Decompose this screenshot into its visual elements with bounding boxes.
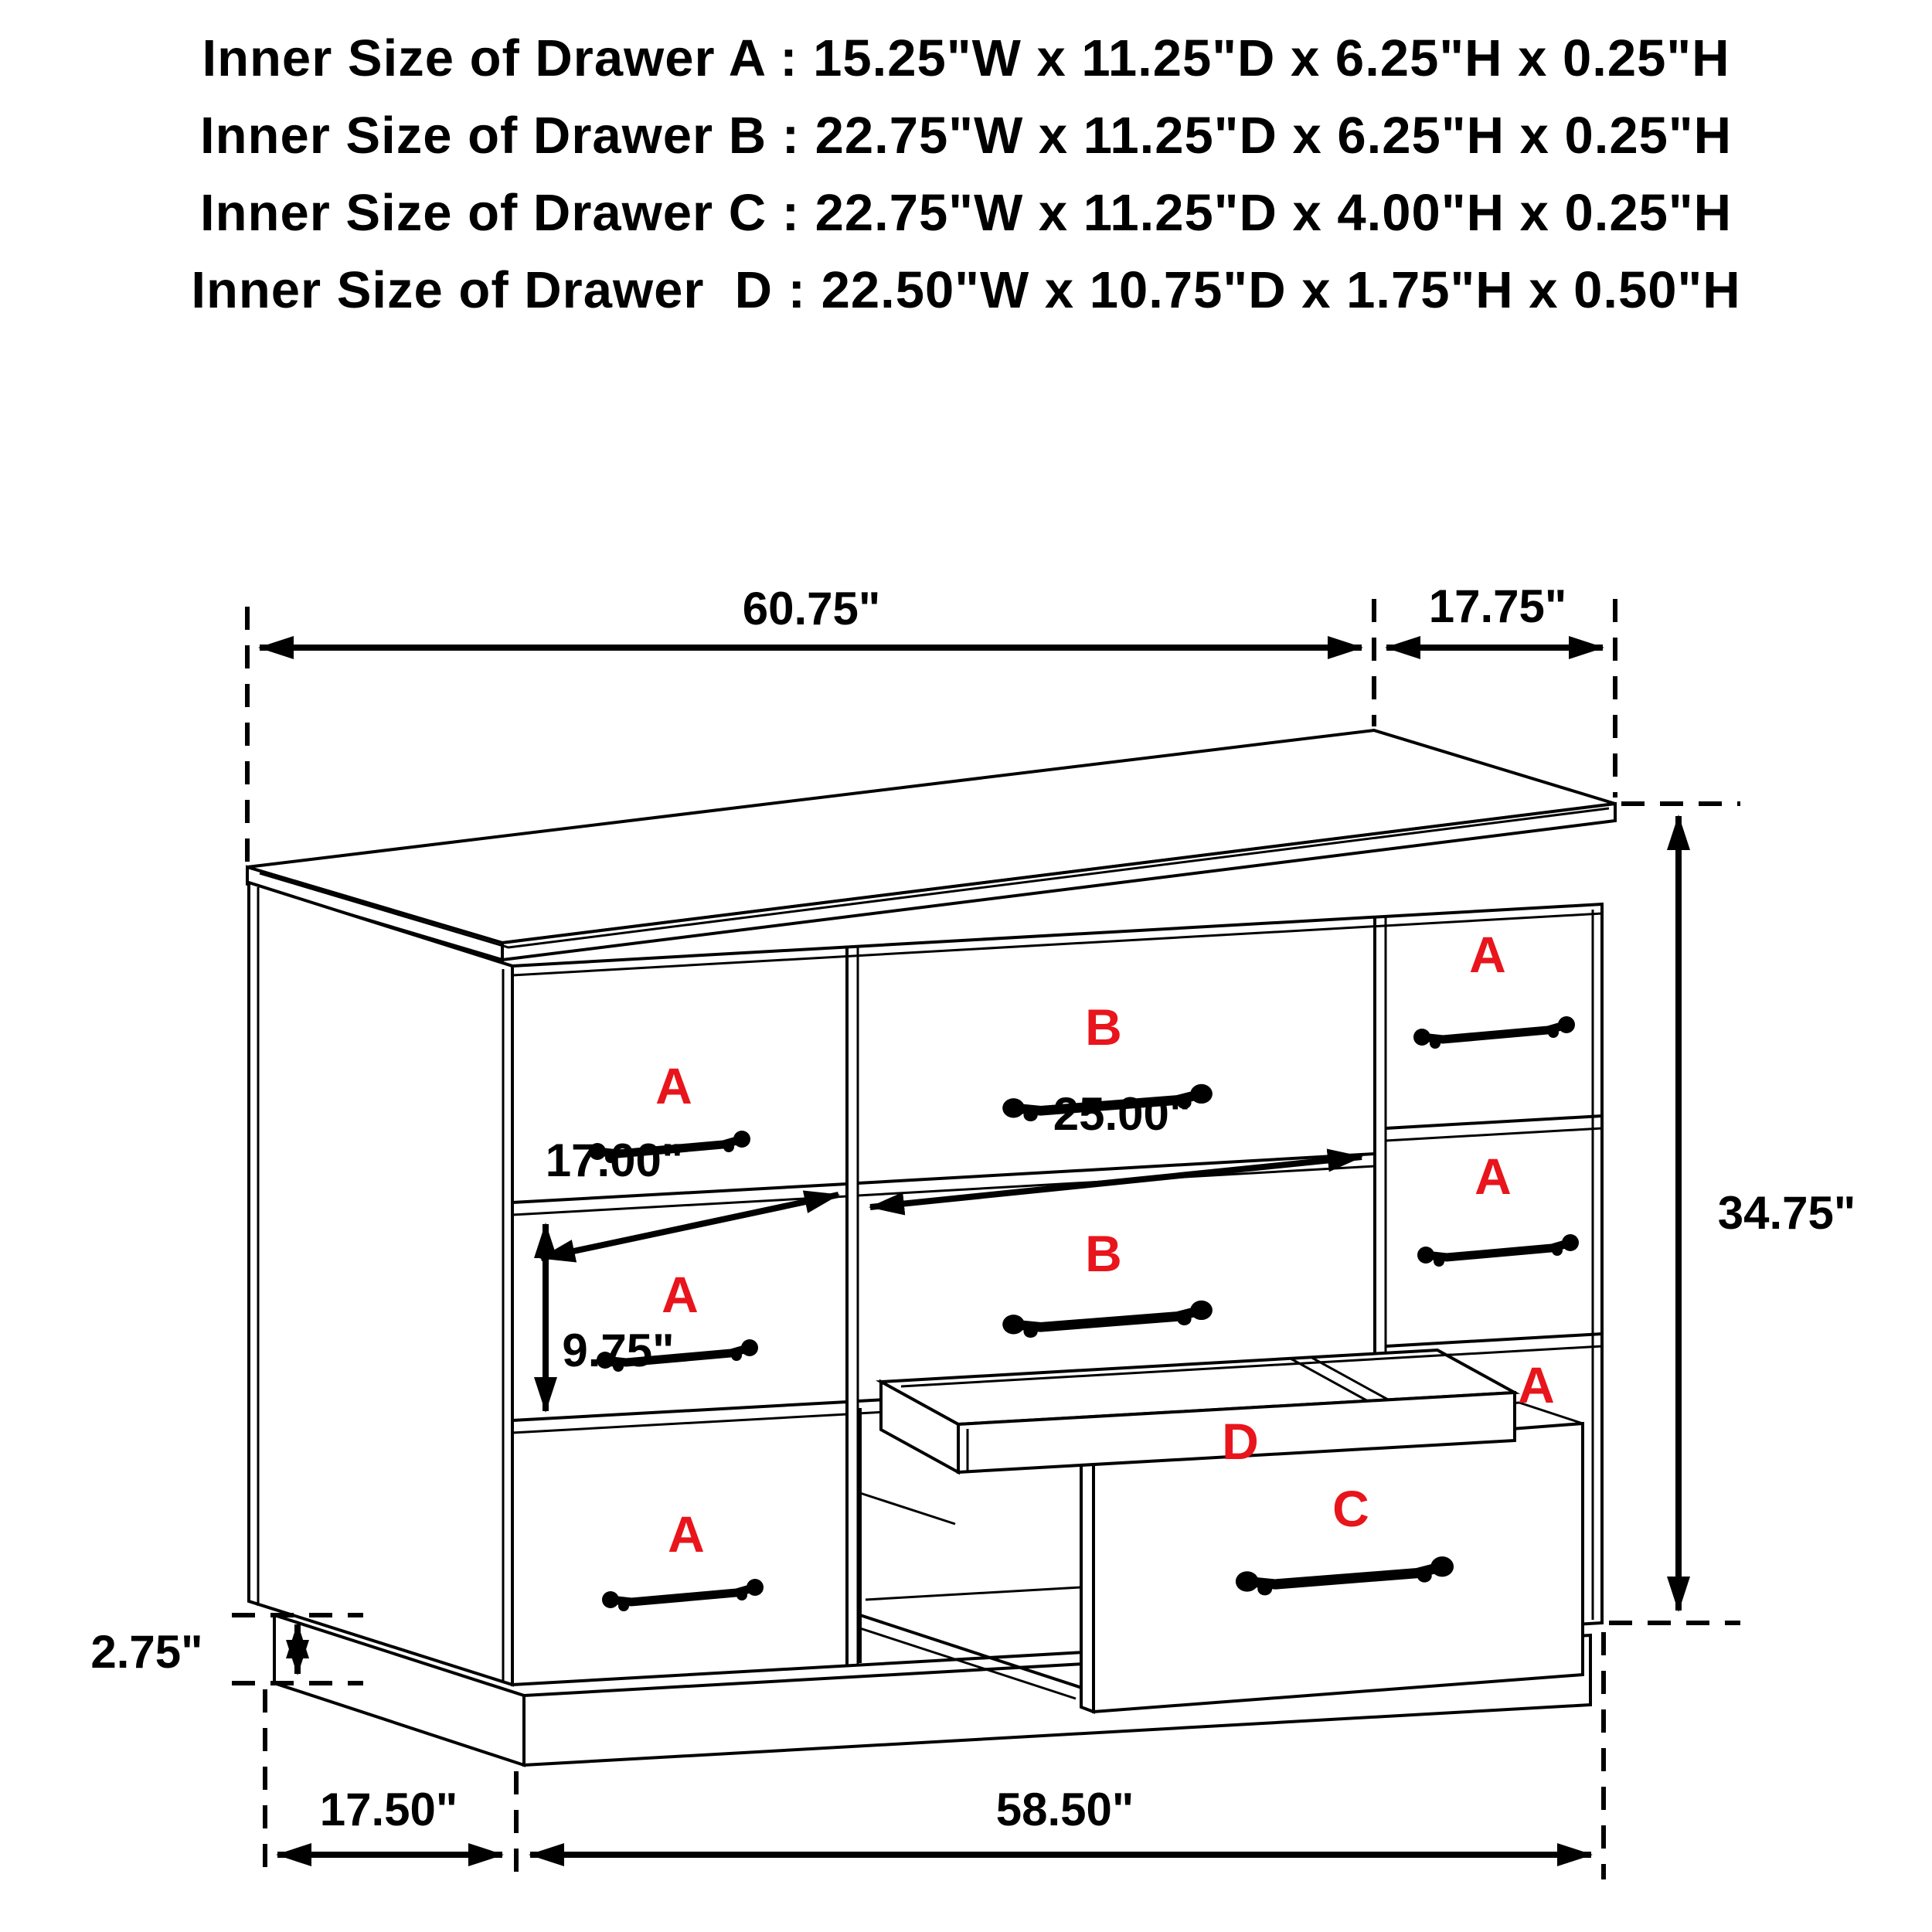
left-side-face [249,883,512,1685]
left-side-panel [249,883,512,1685]
drawer-label-a-left-2: A [662,1266,699,1323]
bottom-width-value: 58.50" [995,1784,1134,1835]
drawer-a-width-value: 17.00" [545,1134,684,1186]
drawer-a-height-value: 9.75" [562,1325,675,1376]
drawer-label-a-right-2: A [1475,1148,1512,1205]
dimension-overall-height [1609,804,1855,1623]
drawer-label-a-left-1: A [655,1057,692,1114]
overall-height-value: 34.75" [1717,1187,1856,1239]
drawer-c-left-side [1081,1456,1094,1712]
top-depth-value: 17.75" [1428,580,1567,632]
top-width-value: 60.75" [742,583,881,634]
drawer-label-b-1: B [1085,998,1122,1056]
drawer-a-size-line: Inner Size of Drawer A : 15.25"W x 11.25"D x 6.25"H x 0.25"H [202,29,1730,87]
drawer-label-c: C [1332,1480,1369,1537]
drawer-label-d: D [1222,1413,1259,1470]
drawer-label-b-2: B [1085,1225,1122,1282]
drawer-label-a-right-3: A [1518,1356,1555,1413]
drawer-b-width-value: 25.00" [1053,1088,1192,1140]
drawer-b-size-line: Inner Size of Drawer B : 22.75"W x 11.25"D x 6.25"H x 0.25"H [199,107,1733,165]
bottom-depth-value: 17.50" [319,1784,458,1835]
drawer-c-front-face [1094,1423,1583,1712]
drawer-label-a-right-1: A [1469,926,1506,983]
base-height-value: 2.75" [90,1626,203,1678]
drawer-d-size-line: Inner Size of Drawer D : 22.50"W x 10.75"D x 1.75"H x 0.50"H [191,261,1741,319]
drawer-c-size-line: Inner Size of Drawer C : 22.75"W x 11.25"D x 4.00"H x 0.25"H [199,184,1733,242]
drawer-label-a-left-3: A [668,1505,705,1563]
